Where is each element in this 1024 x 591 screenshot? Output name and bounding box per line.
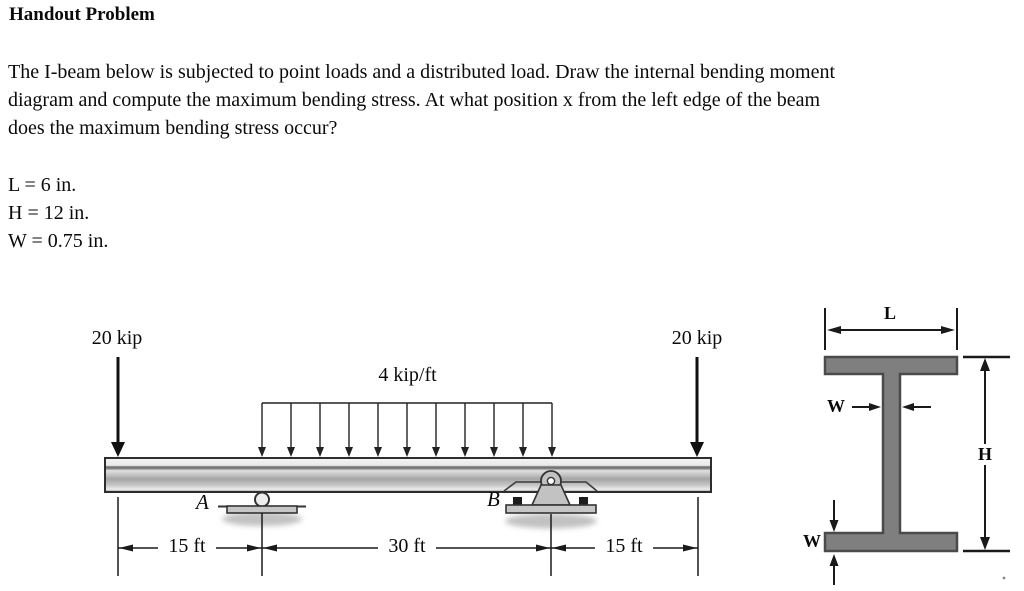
beam-bar [105, 458, 711, 492]
roller-plate [227, 506, 297, 513]
stray-mark [1003, 577, 1006, 580]
given-value-H: H = 12 in. [8, 202, 90, 224]
problem-statement-line: does the maximum bending stress occur? [8, 117, 338, 139]
point-load-arrow-right [690, 357, 704, 457]
support-a-label: A [196, 490, 209, 514]
section-height-label: H [972, 444, 998, 465]
roller-circle [255, 493, 269, 507]
problem-statement-line: diagram and compute the maximum bending stress. At what position x from the left edge of the beam [8, 89, 821, 111]
bolt-left [513, 497, 522, 505]
pin-hole [547, 477, 554, 484]
given-value-L: L = 6 in. [8, 174, 77, 196]
distributed-load-label: 4 kip/ft [378, 364, 437, 386]
dim-label-mid-30ft: 30 ft [378, 535, 436, 558]
dim-label-left-15ft: 15 ft [158, 535, 216, 558]
dim-label-right-15ft: 15 ft [595, 535, 653, 558]
bolt-right [579, 497, 588, 505]
section-web-thickness-label: W [827, 396, 845, 416]
page-title: Handout Problem [9, 4, 155, 25]
point-load-arrow-left [111, 357, 125, 457]
section-flange-thickness-label: W [803, 531, 821, 551]
given-value-W: W = 0.75 in. [8, 230, 109, 252]
support-b-label: B [487, 487, 500, 511]
left-point-load-label: 20 kip [91, 327, 143, 349]
ibeam-shape [825, 357, 957, 551]
right-point-load-label: 20 kip [671, 327, 723, 349]
distributed-load-arrows [258, 403, 556, 457]
problem-statement-line: The I-beam below is subjected to point loads and a distributed load. Draw the internal bending moment [8, 61, 836, 83]
base-plate [506, 505, 596, 513]
section-width-label: L [883, 303, 896, 323]
